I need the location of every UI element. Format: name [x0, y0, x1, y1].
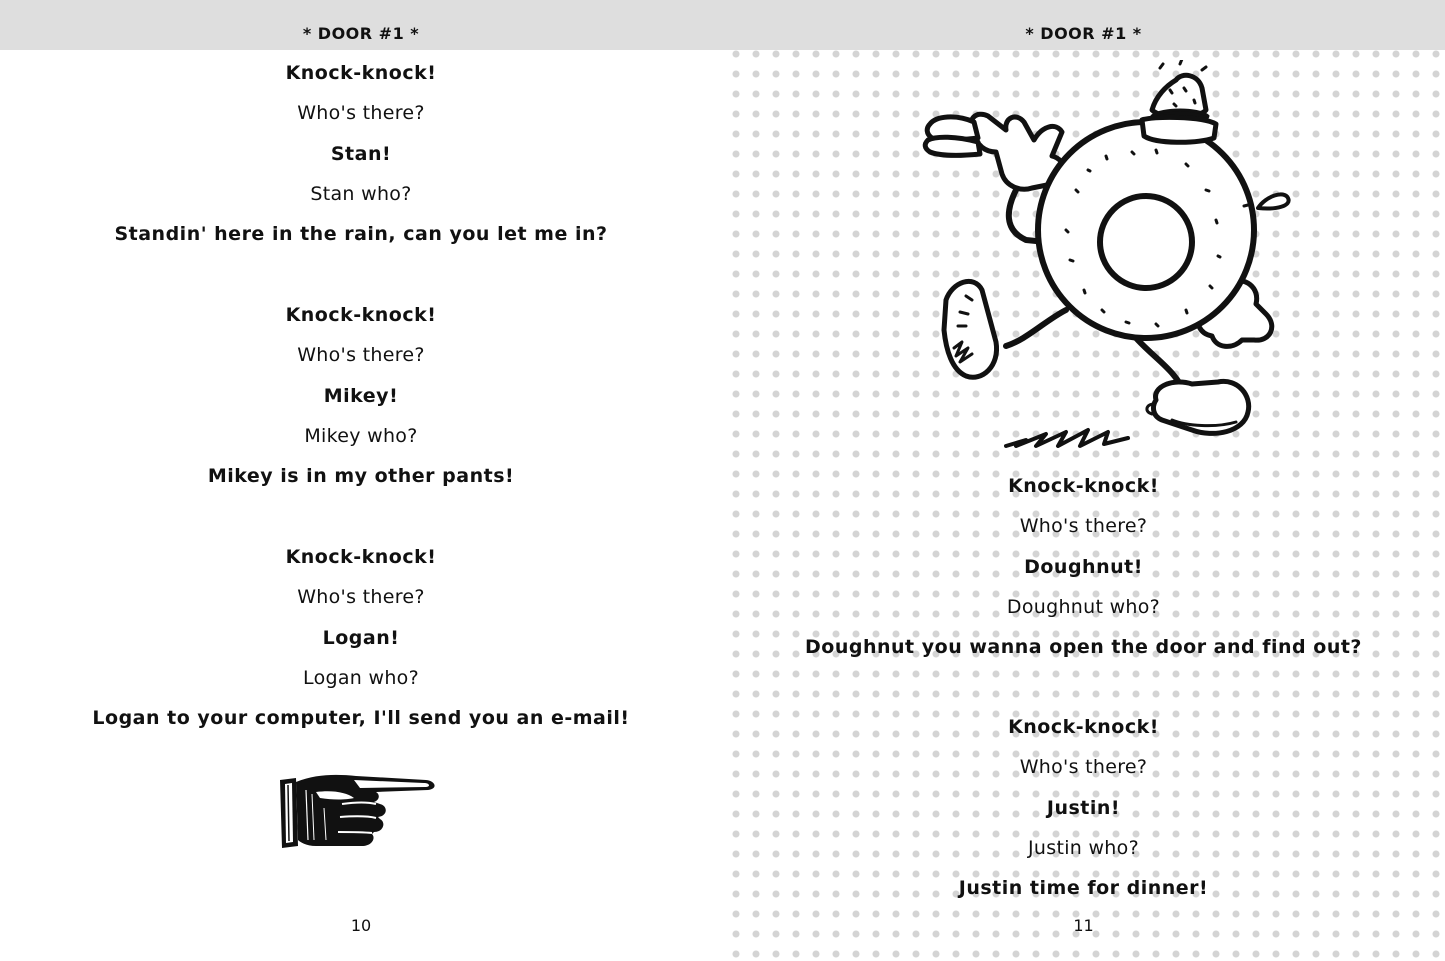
joke-name-line: Logan!	[322, 626, 400, 649]
joke-logan	[0, 537, 722, 738]
joke-knock-line: Knock-knock!	[285, 546, 437, 568]
left-page	[0, 0, 722, 961]
left-header-bar	[0, 0, 722, 50]
joke-stan	[0, 53, 722, 254]
joke-punchline: Mikey is in my other pants!	[207, 465, 515, 488]
joke-name-line: Doughnut!	[1024, 555, 1143, 578]
joke-knock-line: Knock-knock!	[1008, 475, 1159, 497]
joke-who-line: Doughnut who?	[1006, 595, 1161, 618]
joke-who-line: Justin who?	[1028, 836, 1139, 859]
joke-knock-line: Knock-knock!	[285, 304, 437, 326]
joke-whos-there-line: Who's there?	[1019, 756, 1148, 779]
joke-name-line: Justin!	[1046, 796, 1121, 819]
joke-whos-there-line: Who's there?	[297, 344, 425, 367]
joke-whos-there-line: Who's there?	[1019, 515, 1148, 538]
joke-punchline: Justin time for dinner!	[958, 877, 1209, 900]
joke-who-line: Mikey who?	[304, 424, 418, 447]
joke-name-line: Stan!	[330, 142, 392, 165]
joke-mikey	[0, 295, 722, 496]
pointing-hand-icon	[276, 770, 440, 854]
joke-whos-there-line: Who's there?	[297, 586, 425, 609]
joke-name-line: Mikey!	[323, 384, 399, 407]
joke-doughnut	[722, 466, 1445, 667]
joke-knock-line: Knock-knock!	[285, 62, 437, 84]
page-number-left: 10	[350, 916, 372, 935]
running-doughnut-icon	[856, 60, 1316, 455]
joke-justin	[722, 707, 1445, 908]
right-page	[722, 0, 1445, 961]
joke-punchline: Doughnut you wanna open the door and find out?	[805, 636, 1362, 659]
left-header-title: * DOOR #1 *	[302, 24, 420, 43]
joke-knock-line: Knock-knock!	[1008, 716, 1159, 738]
joke-whos-there-line: Who's there?	[297, 102, 425, 125]
right-header-title: * DOOR #1 *	[1025, 24, 1142, 43]
joke-punchline: Standin' here in the rain, can you let me in?	[114, 223, 608, 246]
page-number-right: 11	[1073, 916, 1094, 935]
joke-who-line: Logan who?	[303, 666, 419, 689]
joke-punchline: Logan to your computer, I'll send you an e-mail!	[92, 707, 630, 730]
joke-who-line: Stan who?	[310, 182, 412, 205]
right-header-bar	[722, 0, 1445, 50]
